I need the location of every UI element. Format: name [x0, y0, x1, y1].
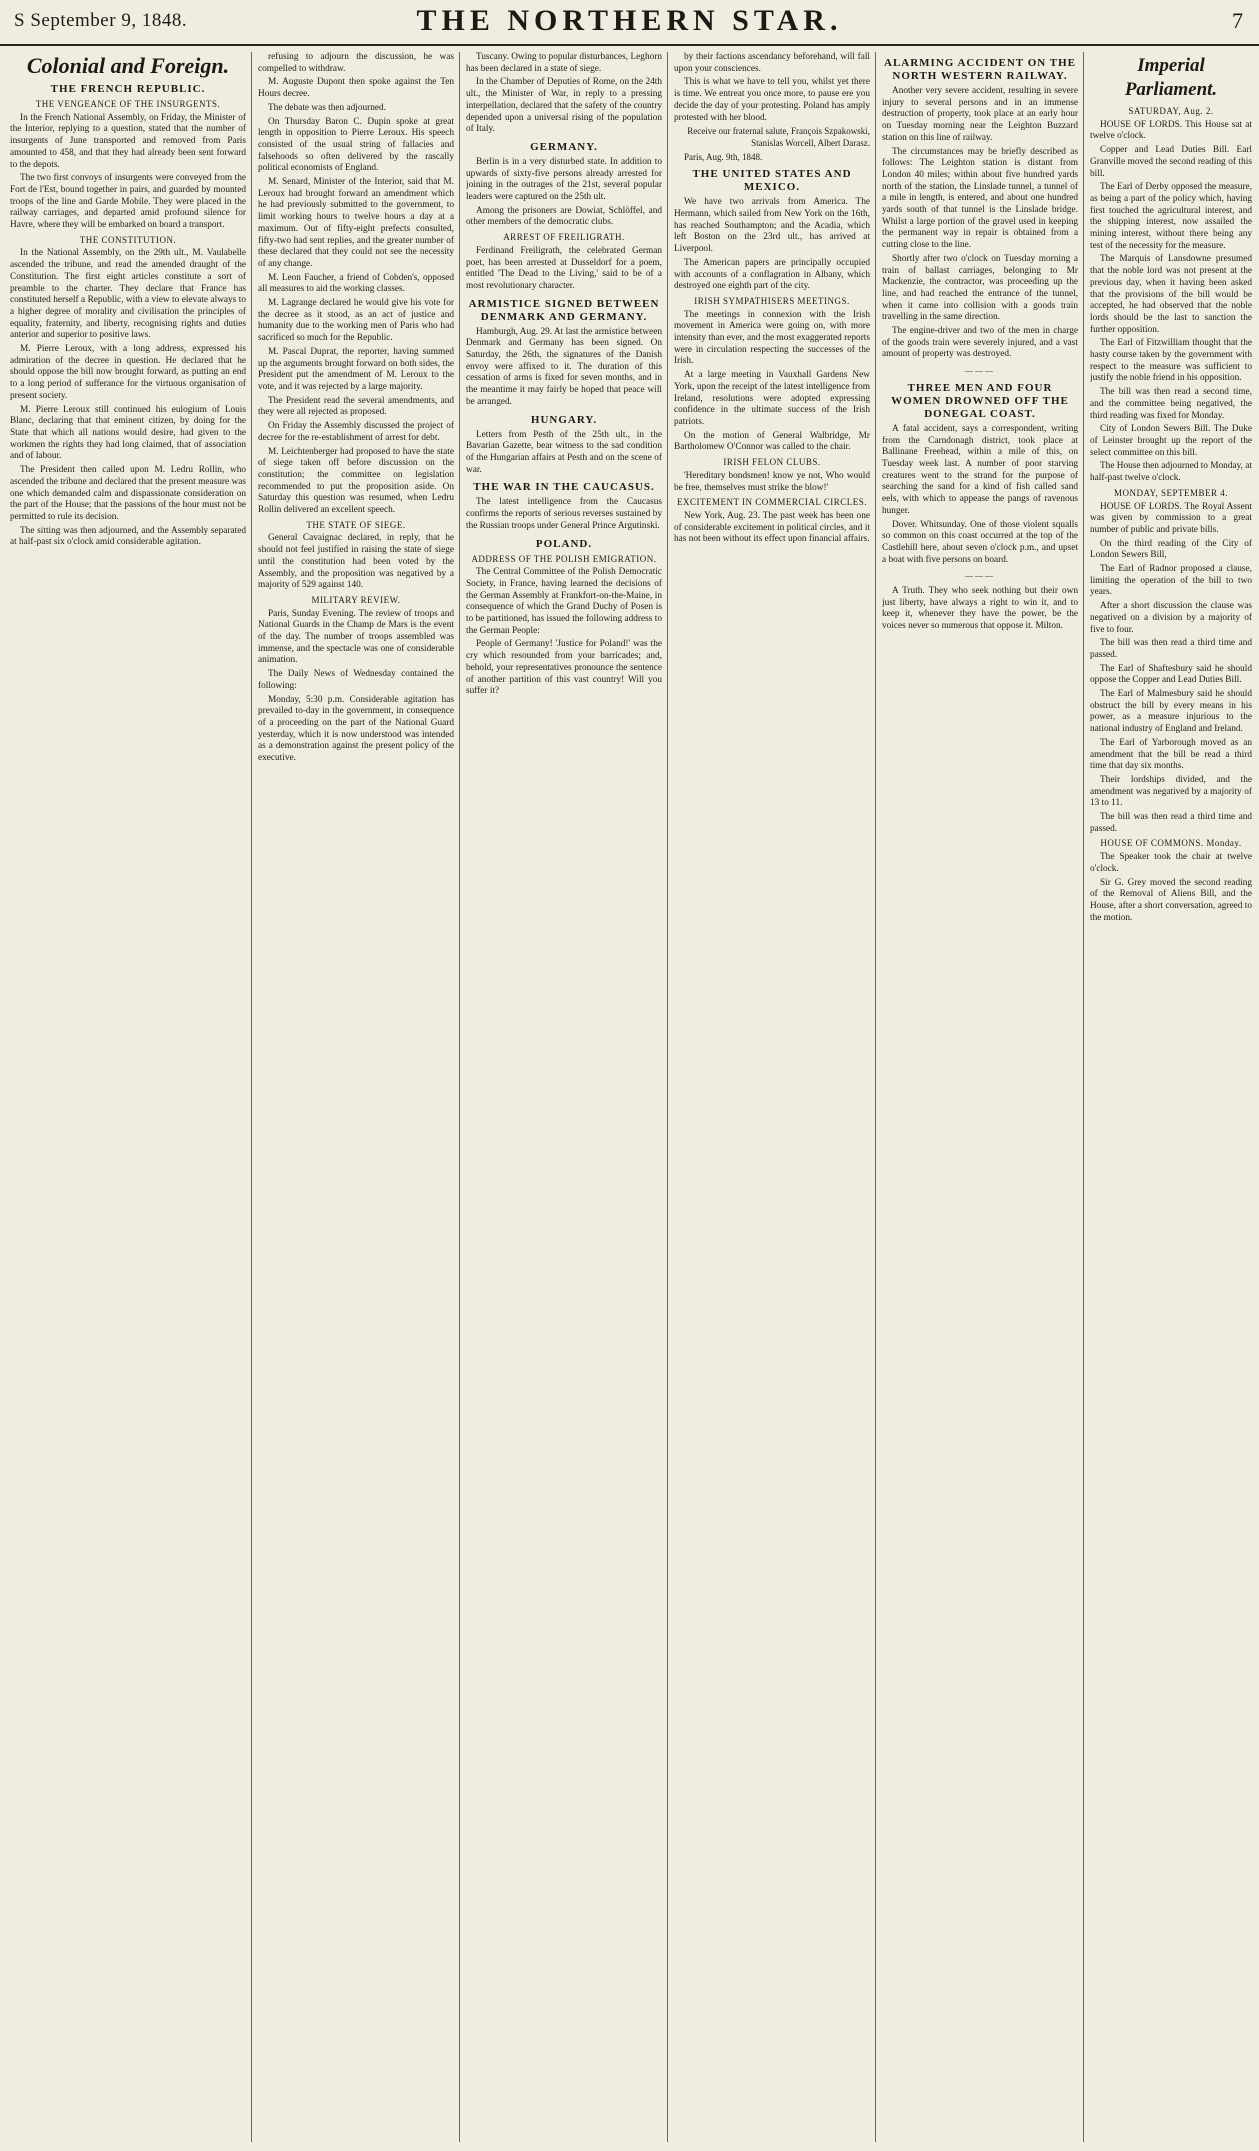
column-3 — [466, 52, 662, 2142]
column-divider — [251, 52, 252, 2142]
article-paragraph: The bill was then read a second time, and the committee being negatived, the third reading was fixed for Monday. — [1090, 387, 1252, 421]
dateline: MONDAY, SEPTEMBER 4. — [1113, 487, 1229, 498]
article-paragraph: City of London Sewers Bill. The Duke of Leinster brought up the report of the select committee on this bill. — [1090, 424, 1252, 458]
article-paragraph: M. Leichtenberger had proposed to have the state of siege taken off before discussion on the constitution; the committee on legislation recommended to put the proposition aside. On Saturday this question was resumed, when Ledru Rollin delivered an excellent speech. — [258, 446, 454, 516]
column-1 — [10, 52, 246, 2142]
article-paragraph: refusing to adjourn the discussion, he was compelled to withdraw. — [258, 52, 454, 74]
article-paragraph: M. Pascal Duprat, the reporter, having summed up the arguments brought forward on both sides, the President put the amendment of M. Leroux to the vote, and it was rejected by a large majority. — [258, 346, 454, 392]
article-paragraph: After a short discussion the clause was negatived on a division by a majority of five to four. — [1090, 601, 1252, 635]
article-paragraph: A Truth. They who seek nothing but their own just liberty, have always a right to win it, and to keep it, whenever they have the power, be the voices never so numerous that oppose it. Milton. — [882, 586, 1078, 632]
article-paragraph: The Marquis of Lansdowne presumed that the noble lord was not present at the previous day, when it having been asked that the provisions of the bill would be accepted, he had observed that the noble lords should be the last to sanction the further opposition. — [1090, 254, 1252, 335]
article-subhead: MILITARY REVIEW. — [311, 594, 401, 605]
article-subhead: IRISH FELON CLUBS. — [723, 457, 821, 468]
article-headline: ARMISTICE SIGNED BETWEEN DENMARK AND GERMANY. — [468, 297, 660, 323]
column-divider — [667, 52, 668, 2142]
separator-rule: ——— — [965, 571, 995, 581]
article-paragraph: The bill was then read a third time and passed. — [1090, 638, 1252, 660]
article-headline: THE FRENCH REPUBLIC. — [50, 83, 206, 95]
article-paragraph: The House then adjourned to Monday, at half-past twelve o'clock. — [1090, 461, 1252, 484]
article-paragraph: The American papers are principally occupied with accounts of a conflagration in Albany, which destroyed one eighth part of the city. — [674, 257, 870, 292]
article-paragraph: M. Lagrange declared he would give his vote for the decree as it stood, as an act of justice and humanity due to the working men of Paris who had sacrificed so much for the Republic. — [258, 298, 454, 344]
article-headline: THE UNITED STATES AND MEXICO. — [692, 168, 852, 194]
article-paragraph: The Earl of Fitzwilliam thought that the hasty course taken by the government with respect to the measure was sufficient to justify the noble friend in his opposition. — [1090, 338, 1252, 384]
article-paragraph: The Speaker took the chair at twelve o'clock. — [1090, 852, 1252, 874]
article-paragraph: Paris, Sunday Evening. The review of troops and National Guards in the Champ de Mars is the event of the day. The number of troops assembled was immense, and the spectacle was one of considerable animation. — [258, 608, 454, 666]
article-paragraph: A fatal accident, says a correspondent, writing from the Carndonagh district, took place at Ballinane Freehead, within a mile of this, on Tuesday week last. A number of poor starving creatures went to the strand for the purpose of searching the sand for a kind of fish called sand eels, with which to appease the pangs of ravenous hunger. — [882, 423, 1078, 516]
article-paragraph: M. Leon Faucher, a friend of Cobden's, opposed all measures to aid the working classes. — [258, 272, 454, 295]
article-subhead: ADDRESS OF THE POLISH EMIGRATION. — [471, 553, 657, 564]
column-2 — [258, 52, 454, 2142]
article-paragraph: The latest intelligence from the Caucasus confirms the reports of serious reverses sustained by the Russian troops under General Prince Argutinski. — [466, 497, 662, 531]
article-subhead: EXCITEMENT IN COMMERCIAL CIRCLES. — [676, 497, 867, 508]
article-paragraph: Copper and Lead Duties Bill. Earl Granville moved the second reading of this bill. — [1090, 145, 1252, 179]
page-number: 7 — [1232, 8, 1243, 33]
article-headline: THREE MEN AND FOUR WOMEN DROWNED OFF THE DONEGAL COAST. — [891, 381, 1069, 420]
section-title: Colonial and Foreign. — [26, 53, 230, 78]
article-paragraph: HOUSE OF LORDS. This House sat at twelve o'clock. — [1090, 119, 1252, 142]
column-5 — [882, 52, 1078, 2142]
article-paragraph: On Friday the Assembly discussed the project of decree for the re-establishment of arrest for debt. — [258, 421, 454, 443]
article-paragraph: Ferdinand Freiligrath, the celebrated German poet, has been arrested at Dusseldorf for a poem, entitled 'The Dead to the Living,' said to be of a most revolutionary character. — [466, 245, 662, 291]
article-paragraph: The Earl of Derby opposed the measure, as being a part of the policy which, having first touched the agricultural interest, and the shipping interest, now assailed the mining interest, without there being any test of the necessity for the measure. — [1090, 182, 1252, 251]
article-paragraph: The Daily News of Wednesday contained the following: — [258, 669, 454, 691]
article-paragraph: This is what we have to tell you, whilst yet there is time. We entreat you once more, to pause ere you decide the day of your protesting. Poland has amply protested with her blood. — [674, 77, 870, 123]
column-6 — [1090, 52, 1252, 2142]
article-paragraph: New York, Aug. 23. The past week has been one of considerable excitement in political circles, and it has not been without its effect upon financial affairs. — [674, 510, 870, 545]
article-paragraph: In the National Assembly, on the 29th ult., M. Vaulabelle ascended the tribune, and read the amended draught of the Constitution. The first eight articles constitute a sort of preamble to the charter. They declare that France has constituted herself a Republic, with a view to elevate always to a higher degree of morality and civilisation the principles of equality, fraternity, and liberty, recognising rights and duties anterior and superior to positive laws. — [10, 248, 246, 341]
article-paragraph: The Earl of Shaftesbury said he should oppose the Copper and Lead Duties Bill. — [1090, 663, 1252, 686]
article-subhead: THE CONSTITUTION. — [79, 234, 177, 245]
signature: Receive our fraternal salute, François Szpakowski, Stanislas Worcell, Albert Darasz. — [687, 126, 870, 148]
article-paragraph: The Earl of Malmesbury said he should obstruct the bill by every means in his power, as a measure injurious to the national industry of England and Ireland. — [1090, 689, 1252, 735]
article-paragraph: Among the prisoners are Dowiat, Schlöffel, and other members of the democratic clubs. — [466, 205, 662, 228]
article-paragraph: Sir G. Grey moved the second reading of the Removal of Aliens Bill, and the House, after a short conversation, agreed to the motion. — [1090, 877, 1252, 923]
article-paragraph: On the third reading of the City of London Sewers Bill, — [1090, 538, 1252, 561]
article-paragraph: Another very severe accident, resulting in severe injury to several persons and in an immense destruction of property, took place at an early hour on Tuesday morning near the Leighton Buzzard station on this line of railway. — [882, 86, 1078, 143]
column-divider — [875, 52, 876, 2142]
article-paragraph: In the French National Assembly, on Friday, the Minister of the Interior, replying to a question, stated that the number of insurgents of June transported and removed from Paris amounted to 458, and that they had already been sent forward to the depots. — [10, 112, 246, 170]
masthead — [0, 0, 1259, 46]
article-paragraph: Berlin is in a very disturbed state. In addition to upwards of sixty-five persons already arrested for joining in the outrages of the 21st, several popular leaders were captured on the 25th ult. — [466, 156, 662, 203]
article-paragraph: The Earl of Radnor proposed a clause, limiting the operation of the bill to two years. — [1090, 564, 1252, 598]
article-paragraph: HOUSE OF LORDS. The Royal Assent was given by commission to a great number of public and private bills. — [1090, 501, 1252, 535]
article-paragraph: Hamburgh, Aug. 29. At last the armistice between Denmark and Germany has been signed. On Saturday, the 26th, the signatures of the Danish envoy were affixed to it. The duration of this cessation of arms is fixed for seven months, and in the meantime it may fairly be hoped that peace will be arranged. — [466, 326, 662, 407]
article-subhead: THE VENGEANCE OF THE INSURGENTS. — [35, 99, 221, 109]
article-paragraph: Shortly after two o'clock on Tuesday morning a train of ballast carriages, belonging to Mr Mackenzie, the contractor, was proceeding up the line, and had reached the entrance of the tunnel, when it came into collision with a goods train travelling in the same direction. — [882, 253, 1078, 323]
article-paragraph: The circumstances may be briefly described as follows: The Leighton station is distant from London 40 miles; within about five hundred yards north of the station, the Linslade tunnel, a tunnel of a mile in length, is entered, and about one hundred yards south of that tunnel is the Linslade bridge. Whilst a large portion of the gravel used in keeping the permanent way in repair is obtained from a cutting close to the line. — [882, 146, 1078, 251]
article-paragraph: The Central Committee of the Polish Democratic Society, in France, having learned the decisions of the German Assembly at Frankfort-on-the-Maine, in consequence of which the Grand Duchy of Posen is to be partitioned, has issued the following address to the German People: — [466, 567, 662, 636]
article-subhead: HOUSE OF COMMONS. Monday. — [1100, 838, 1242, 849]
article-paragraph: Letters from Pesth of the 25th ult., in the Bavarian Gazette, bear witness to the sad condition of the Hungarian affairs at Pesth and on the scene of war. — [466, 429, 662, 475]
article-paragraph: People of Germany! 'Justice for Poland!' was the cry which resounded from your barricades; and, behold, your representatives pronounce the sentence of another partition of this vast country! Will you suffer it? — [466, 639, 662, 697]
article-paragraph: Their lordships divided, and the amendment was negatived by a majority of 13 to 11. — [1090, 774, 1252, 809]
article-headline: HUNGARY. — [530, 413, 598, 426]
article-paragraph: The President then called upon M. Ledru Rollin, who ascended the tribune and declared that the present measure was one which demanded calm and dispassionate consideration on the part of the House; that the passions of the hour must not be permitted to rule its decision. — [10, 465, 246, 522]
article-paragraph: Tuscany. Owing to popular disturbances, Leghorn has been declared in a state of siege. — [466, 52, 662, 74]
article-paragraph: M. Senard, Minister of the Interior, said that M. Leroux had brought forward an amendment which he had previously submitted to the government, to limit working hours to twelve hours a day at a maximum. Out of fifty-eight prefects consulted, fifty-two had sent replies, and the greater number of these declared that they could not see the necessity of any change. — [258, 177, 454, 269]
dateline: Paris, Aug. 9th, 1848. — [684, 151, 763, 162]
separator-rule: ——— — [965, 366, 995, 376]
article-paragraph: The engine-driver and two of the men in charge of the goods train were severely injured, and a vast amount of property was destroyed. — [882, 326, 1078, 360]
article-paragraph: M. Pierre Leroux, with a long address, expressed his admiration of the decree in question. He declared that he should oppose the bill now brought forward, as putting an end to a long period of sufferance for the virtuous organisation of present society. — [10, 344, 246, 401]
article-paragraph: In the Chamber of Deputies of Rome, on the 24th ult., the Minister of War, in reply to a pressing interpellation, declared that the safety of the country depended upon a universal rising of the population of Italy. — [466, 77, 662, 135]
article-paragraph: The sitting was then adjourned, and the Assembly separated at half-past six o'clock amid considerable agitation. — [10, 525, 246, 548]
article-paragraph: The meetings in connexion with the Irish movement in America were going on, with more intensity than ever, and the most exaggerated reports were in circulation respecting the successes of the Irish. — [674, 309, 870, 367]
article-paragraph: On the motion of General Walbridge, Mr Bartholomew O'Connor was called to the chair. — [674, 430, 870, 453]
article-paragraph: The President read the several amendments, and they were all rejected as proposed. — [258, 395, 454, 418]
article-paragraph: The bill was then read a third time and passed. — [1090, 812, 1252, 834]
article-headline: ALARMING ACCIDENT ON THE NORTH WESTERN RAILWAY. — [884, 57, 1076, 82]
article-paragraph: M. Auguste Dupont then spoke against the Ten Hours decree. — [258, 77, 454, 100]
article-headline: THE WAR IN THE CAUCASUS. — [473, 481, 655, 494]
article-headline: POLAND. — [535, 537, 593, 550]
article-paragraph: 'Hereditary bondsmen! know ye not, Who would be free, themselves must strike the blow!' — [674, 470, 870, 493]
article-paragraph: The debate was then adjourned. — [268, 102, 386, 113]
article-paragraph: M. Pierre Leroux still continued his eulogium of Louis Blanc, declaring that that eminent citizen, by doing for the State that which all nations would desire, had given to the workmen the rights they had long claimed, that of association and of labour. — [10, 404, 246, 462]
article-paragraph: On Thursday Baron C. Dupin spoke at great length in opposition to Pierre Leroux. His speech consisted of the usual string of fallacies and falsehoods so often delivered by the rascally political economists of England. — [258, 116, 454, 174]
section-title: Imperial Parliament. — [1124, 55, 1218, 100]
dateline: SATURDAY, Aug. 2. — [1128, 106, 1214, 116]
article-paragraph: At a large meeting in Vauxhall Gardens New York, upon the receipt of the latest intelligence from Ireland, resolutions were adopted expressing confidence in the ultimate success of the Irish patriots. — [674, 370, 870, 427]
article-paragraph: by their factions ascendancy beforehand, will fall upon your consciences. — [674, 52, 870, 74]
column-4 — [674, 52, 870, 2142]
newspaper-title: THE NORTHERN STAR. — [416, 4, 843, 37]
article-paragraph: Dover. Whitsunday. One of those violent squalls so common on this coast occurred at the top of the Castlehill here, about seven o'clock p.m., and upset a boat with five persons on board. — [882, 519, 1078, 565]
column-divider — [459, 52, 460, 2142]
article-paragraph: Monday, 5:30 p.m. Considerable agitation has prevailed to-day in the government, in consequence of a proceeding on the part of the National Guard yesterday, which it is now understood was intended as a demonstration against the present policy of the executive. — [258, 694, 454, 764]
article-subhead: IRISH SYMPATHISERS MEETINGS. — [694, 295, 850, 306]
article-subhead: THE STATE OF SIEGE. — [306, 519, 406, 530]
column-divider — [1083, 52, 1084, 2142]
article-subhead: ARREST OF FREILIGRATH. — [503, 232, 625, 243]
article-paragraph: The Earl of Yarborough moved as an amendment that the bill be read a third time that day six months. — [1090, 737, 1252, 772]
article-headline: GERMANY. — [530, 140, 598, 153]
article-paragraph: The two first convoys of insurgents were conveyed from the Fort de l'Est, bound together in pairs, and guarded by mounted troops of the line and Garde Mobile. They were placed in the railway carriages, and departed amid profound silence for Havre, where they will be embarked on board a transport. — [10, 173, 246, 231]
article-paragraph: General Cavaignac declared, in reply, that he should not feel justified in raising the state of siege until the constitution had been voted by the Assembly, and the proposition was negatived by a majority of 529 against 140. — [258, 533, 454, 591]
issue-date: S September 9, 1848. — [14, 10, 188, 31]
article-paragraph: We have two arrivals from America. The Hermann, which sailed from New York on the 16th, has reached Southampton; and the Acadia, which left Boston on the 23rd ult., has arrived at Liverpool. — [674, 197, 870, 255]
